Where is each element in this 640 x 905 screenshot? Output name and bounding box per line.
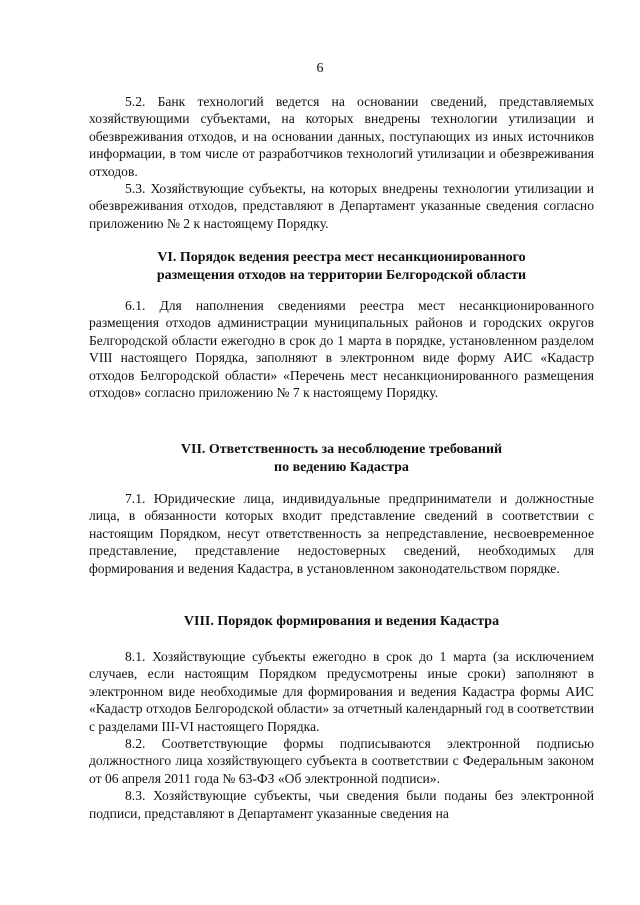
page-number: 6 (316, 61, 324, 76)
section-7-heading-line-2: по ведению Кадастра (274, 460, 409, 475)
paragraph-6-1: 6.1. Для наполнения сведениями реестра мест несанкционированного размещения отходов администрации муниципальных районов и городских округов Белгородской области ежегодно в срок до 1 марта в порядке, установленном разделом VIII настоящего Порядка, заполняют в электронном виде форму АИС «Кадастр отходов Белгородской области» «Перечень мест несанкционированного размещения отходов» согласно приложению № 7 к настоящему Порядку. (89, 298, 594, 401)
section-6-heading-line-2: размещения отходов на территории Белгородской области (156, 268, 527, 283)
section-7-block (89, 490, 594, 577)
section-8-block (89, 648, 594, 822)
paragraph-8-2: 8.2. Соответствующие формы подписываются электронной подписью должностного лица хозяйствующего субъекта в соответствии с Федеральным законом от 06 апреля 2011 года № 63-ФЗ «Об электронной подписи». (89, 736, 594, 786)
section-6-heading (89, 249, 594, 285)
paragraph-8-1: 8.1. Хозяйствующие субъекты ежегодно в срок до 1 марта (за исключением случаев, если настоящим Порядком предусмотрены иные сроки) заполняют в электронном виде необходимые для формирования и ведения Кадастра формы АИС «Кадастр отходов Белгородской области» за отчетный календарный год в соответствии с разделами III-VI настоящего Порядка. (89, 649, 594, 734)
section-7-heading-line-1: VII. Ответственность за несоблюдение требований (180, 442, 503, 457)
paragraph-7-1: 7.1. Юридические лица, индивидуальные предприниматели и должностные лица, в обязанности которых входит представление сведений в соответствии с настоящим Порядком, несут ответственность за непредставление, несвоевременное представление, представление недостоверных сведений, необходимых для формирования и ведения Кадастра, в установленном законодательством порядке. (89, 491, 594, 576)
section-5-block (89, 93, 594, 232)
section-8-heading (89, 613, 594, 631)
section-6-block (89, 297, 594, 401)
paragraph-8-3: 8.3. Хозяйствующие субъекты, чьи сведения были поданы без электронной подписи, представляют в Департамент указанные сведения на (89, 788, 594, 821)
paragraph-5-3: 5.3. Хозяйствующие субъекты, на которых внедрены технологии утилизации и обезвреживания отходов, представляют в Департамент указанные сведения согласно приложению № 2 к настоящему Порядку. (89, 181, 594, 231)
paragraph-5-2: 5.2. Банк технологий ведется на основании сведений, представляемых хозяйствующими субъектами, на которых внедрены технологии утилизации и обезвреживания отходов, и на основании данных, поступающих из иных источников информации, в том числе от разработчиков технологий утилизации и обезвреживания отходов. (89, 94, 594, 179)
section-7-heading (89, 441, 594, 477)
section-8-heading-text: VIII. Порядок формирования и ведения Кадастра (183, 614, 500, 629)
section-6-heading-line-1: VI. Порядок ведения реестра мест несанкционированного (157, 250, 526, 265)
